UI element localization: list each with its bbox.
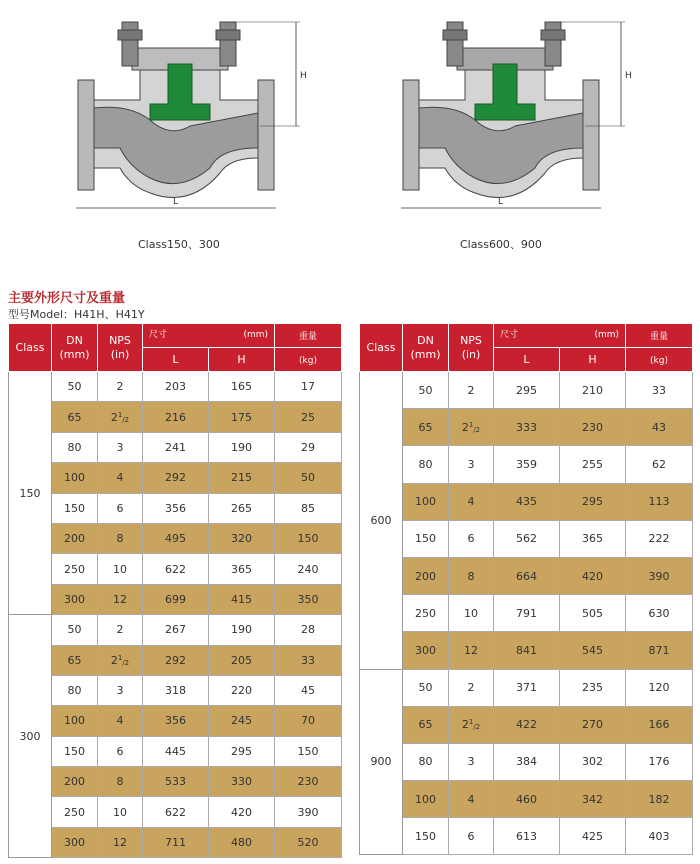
dimension-label-length: L [173, 197, 179, 207]
cell-l: 241 [143, 432, 209, 462]
cell-h: 365 [209, 554, 275, 584]
cell-kg: 230 [275, 767, 342, 797]
cell-dn: 100 [52, 463, 98, 493]
table-row [360, 669, 693, 706]
cell-l: 711 [143, 827, 209, 857]
cell-dn: 100 [403, 781, 449, 818]
header-h-label: H [588, 352, 597, 366]
cell-nps: 3 [98, 432, 143, 462]
cell-dn: 250 [52, 797, 98, 827]
cell-kg: 176 [626, 743, 693, 780]
header-size [143, 324, 275, 348]
cell-nps: 10 [449, 595, 494, 632]
cell-kg: 43 [626, 409, 693, 446]
cell-nps: 10 [98, 554, 143, 584]
cell-h: 330 [209, 767, 275, 797]
nps-whole: 2 [461, 718, 469, 732]
cell-h: 415 [209, 584, 275, 614]
valve-cross-section-svg [70, 8, 320, 218]
table-row [9, 523, 342, 553]
cell-nps: 2 [449, 372, 494, 409]
cell-kg: 17 [275, 372, 342, 402]
cell-dn: 50 [52, 372, 98, 402]
cell-nps: 4 [98, 463, 143, 493]
table-row [9, 372, 342, 402]
valve-drawing-class600-900 [395, 8, 645, 218]
cell-dn: 200 [403, 557, 449, 594]
nps-whole: 2 [461, 420, 469, 434]
cell-h: 220 [209, 675, 275, 705]
cell-l: 613 [494, 818, 560, 855]
cell-h: 190 [209, 432, 275, 462]
left-flange [78, 80, 94, 190]
table-row [9, 493, 342, 523]
cell-kg: 871 [626, 632, 693, 669]
header-class [360, 324, 403, 372]
cell-h: 265 [209, 493, 275, 523]
table-row [9, 432, 342, 462]
header-dn-unit: (mm) [410, 347, 441, 361]
class-cell: 600 [360, 372, 403, 670]
valve-cross-section-svg [395, 8, 645, 218]
cell-kg: 50 [275, 463, 342, 493]
table-row [360, 706, 693, 743]
cell-nps [98, 402, 143, 432]
cell-dn: 300 [52, 827, 98, 857]
nps-whole: 2 [110, 653, 118, 667]
cell-kg: 33 [275, 645, 342, 675]
table-row [9, 706, 342, 736]
cell-kg: 150 [275, 523, 342, 553]
cell-l: 371 [494, 669, 560, 706]
cell-kg: 350 [275, 584, 342, 614]
header-nps [449, 324, 494, 372]
header-h-label: H [237, 352, 246, 366]
right-bolt [545, 22, 561, 66]
right-bolt [220, 22, 236, 66]
cell-l: 495 [143, 523, 209, 553]
cell-dn: 65 [403, 706, 449, 743]
header-nps-label: NPS [460, 334, 482, 348]
header-class-label: Class [366, 340, 396, 354]
cell-dn: 80 [403, 446, 449, 483]
header-nps [98, 324, 143, 372]
table-row [360, 409, 693, 446]
cell-kg: 240 [275, 554, 342, 584]
left-bolt [122, 22, 138, 66]
left-flange [403, 80, 419, 190]
cell-h: 480 [209, 827, 275, 857]
cell-l: 699 [143, 584, 209, 614]
header-l-label: L [523, 352, 530, 366]
nps-fraction-slash: / [473, 723, 476, 732]
dimension-label-length: L [498, 197, 504, 207]
cell-kg: 62 [626, 446, 693, 483]
cell-l: 460 [494, 781, 560, 818]
cell-nps: 2 [98, 615, 143, 645]
cell-h: 270 [560, 706, 626, 743]
dimension-label-height: H [625, 71, 632, 81]
cell-kg: 222 [626, 520, 693, 557]
cell-dn: 50 [403, 669, 449, 706]
header-weight-unit [626, 348, 693, 372]
header-size-label: 尺寸 [149, 330, 168, 341]
cell-l: 359 [494, 446, 560, 483]
table-row [360, 557, 693, 594]
header-nps-unit: (in) [110, 347, 130, 361]
cell-kg: 120 [626, 669, 693, 706]
class-cell: 900 [360, 669, 403, 855]
header-dn-unit: (mm) [59, 347, 90, 361]
cell-kg: 85 [275, 493, 342, 523]
cell-nps: 8 [98, 523, 143, 553]
header-size [494, 324, 626, 348]
table-row [9, 584, 342, 614]
cell-kg: 390 [626, 557, 693, 594]
cell-l: 267 [143, 615, 209, 645]
right-flange [583, 80, 599, 190]
cell-dn: 150 [403, 520, 449, 557]
cell-dn: 250 [403, 595, 449, 632]
header-weight-label: 重量 [650, 331, 669, 342]
cell-kg: 403 [626, 818, 693, 855]
table-row [9, 402, 342, 432]
class-cell: 150 [9, 372, 52, 615]
cell-l: 664 [494, 557, 560, 594]
cell-nps: 2 [449, 669, 494, 706]
cell-h: 175 [209, 402, 275, 432]
cell-nps: 6 [98, 493, 143, 523]
cell-nps: 4 [449, 483, 494, 520]
table-row [9, 463, 342, 493]
section-title: 主要外形尺寸及重量 [8, 291, 126, 306]
table-row [9, 797, 342, 827]
cell-nps: 3 [449, 743, 494, 780]
nps-fraction-slash: / [473, 425, 476, 434]
header-class-label: Class [15, 340, 45, 354]
cell-h: 342 [560, 781, 626, 818]
table-row [360, 743, 693, 780]
cell-nps: 8 [449, 557, 494, 594]
table-row [9, 736, 342, 766]
cell-h: 190 [209, 615, 275, 645]
cell-h: 295 [209, 736, 275, 766]
cell-h: 205 [209, 645, 275, 675]
cell-dn: 100 [52, 706, 98, 736]
header-dn [52, 324, 98, 372]
figure-caption-right: Class600、900 [460, 238, 542, 251]
cell-dn: 300 [403, 632, 449, 669]
header-dn-label: DN [66, 334, 83, 348]
header-nps-label: NPS [109, 334, 131, 348]
cell-kg: 45 [275, 675, 342, 705]
cell-l: 216 [143, 402, 209, 432]
cell-nps: 12 [98, 827, 143, 857]
header-h [560, 348, 626, 372]
cell-h: 230 [560, 409, 626, 446]
valve-figures [0, 0, 700, 270]
cell-l: 292 [143, 645, 209, 675]
cell-dn: 65 [403, 409, 449, 446]
cell-dn: 250 [52, 554, 98, 584]
header-weight [275, 324, 342, 348]
cell-l: 562 [494, 520, 560, 557]
header-weight-unit-label: (kg) [299, 355, 317, 366]
nps-fraction-slash: / [122, 415, 125, 424]
header-weight-unit [275, 348, 342, 372]
header-h [209, 348, 275, 372]
header-dn [403, 324, 449, 372]
cell-dn: 200 [52, 523, 98, 553]
cell-h: 420 [209, 797, 275, 827]
cell-h: 210 [560, 372, 626, 409]
cell-nps [449, 706, 494, 743]
cell-dn: 65 [52, 402, 98, 432]
header-size-label: 尺寸 [500, 330, 519, 341]
cell-kg: 150 [275, 736, 342, 766]
cell-l: 435 [494, 483, 560, 520]
left-nut [443, 30, 467, 40]
cell-l: 333 [494, 409, 560, 446]
spec-table-left [8, 323, 342, 858]
cell-h: 420 [560, 557, 626, 594]
cell-h: 365 [560, 520, 626, 557]
cell-dn: 50 [403, 372, 449, 409]
table-row [360, 595, 693, 632]
header-size-unit: (mm) [594, 330, 620, 341]
cell-nps: 4 [449, 781, 494, 818]
cell-l: 292 [143, 463, 209, 493]
table-row [360, 781, 693, 818]
cell-h: 505 [560, 595, 626, 632]
cell-kg: 182 [626, 781, 693, 818]
cell-l: 295 [494, 372, 560, 409]
cell-nps: 10 [98, 797, 143, 827]
cell-h: 320 [209, 523, 275, 553]
right-flange [258, 80, 274, 190]
table-row [360, 632, 693, 669]
cell-l: 445 [143, 736, 209, 766]
table-row [9, 615, 342, 645]
cell-nps: 6 [449, 520, 494, 557]
right-nut [216, 30, 240, 40]
cell-nps: 12 [98, 584, 143, 614]
cell-l: 384 [494, 743, 560, 780]
cell-l: 622 [143, 554, 209, 584]
cell-h: 425 [560, 818, 626, 855]
cell-h: 295 [560, 483, 626, 520]
cell-kg: 113 [626, 483, 693, 520]
header-class [9, 324, 52, 372]
left-nut [118, 30, 142, 40]
nps-fraction-numerator: 1 [468, 718, 474, 727]
cell-h: 215 [209, 463, 275, 493]
nps-fraction-denominator: 2 [475, 425, 481, 434]
header-nps-unit: (in) [461, 347, 481, 361]
cell-kg: 630 [626, 595, 693, 632]
dimension-label-height: H [300, 71, 307, 81]
cell-l: 422 [494, 706, 560, 743]
cell-dn: 80 [52, 432, 98, 462]
cell-kg: 166 [626, 706, 693, 743]
header-l [143, 348, 209, 372]
table-row [360, 446, 693, 483]
cell-nps [449, 409, 494, 446]
cell-h: 235 [560, 669, 626, 706]
cell-kg: 25 [275, 402, 342, 432]
cell-dn: 150 [403, 818, 449, 855]
cell-l: 203 [143, 372, 209, 402]
cell-dn: 80 [52, 675, 98, 705]
table-row [360, 483, 693, 520]
cell-l: 622 [143, 797, 209, 827]
left-bolt [447, 22, 463, 66]
header-weight [626, 324, 693, 348]
cell-nps: 3 [449, 446, 494, 483]
cell-l: 533 [143, 767, 209, 797]
nps-fraction-numerator: 1 [117, 410, 123, 419]
cell-h: 545 [560, 632, 626, 669]
cell-h: 245 [209, 706, 275, 736]
class-cell: 300 [9, 615, 52, 858]
cell-dn: 300 [52, 584, 98, 614]
table-row [9, 554, 342, 584]
valve-drawing-class150-300 [70, 8, 320, 218]
nps-fraction-denominator: 2 [124, 658, 130, 667]
header-l [494, 348, 560, 372]
cell-kg: 29 [275, 432, 342, 462]
cell-nps: 6 [98, 736, 143, 766]
header-size-unit: (mm) [243, 330, 269, 341]
cell-h: 302 [560, 743, 626, 780]
cell-kg: 520 [275, 827, 342, 857]
cell-l: 356 [143, 706, 209, 736]
nps-fraction-slash: / [122, 658, 125, 667]
table-row [360, 520, 693, 557]
cell-nps: 4 [98, 706, 143, 736]
table-row [9, 645, 342, 675]
cell-kg: 33 [626, 372, 693, 409]
table-row [360, 818, 693, 855]
nps-fraction-numerator: 1 [117, 653, 123, 662]
cell-dn: 150 [52, 493, 98, 523]
table-row [360, 372, 693, 409]
cell-l: 791 [494, 595, 560, 632]
header-dn-label: DN [417, 334, 434, 348]
cell-l: 841 [494, 632, 560, 669]
cell-kg: 28 [275, 615, 342, 645]
cell-l: 356 [143, 493, 209, 523]
cell-nps: 12 [449, 632, 494, 669]
header-weight-label: 重量 [299, 331, 318, 342]
table-row [9, 675, 342, 705]
right-nut [541, 30, 565, 40]
cell-nps: 8 [98, 767, 143, 797]
cell-dn: 100 [403, 483, 449, 520]
nps-fraction-denominator: 2 [124, 415, 130, 424]
cell-nps: 6 [449, 818, 494, 855]
model-line: 型号Model：H41H、H41Y [8, 308, 145, 321]
nps-fraction-numerator: 1 [468, 420, 474, 429]
table-row [9, 827, 342, 857]
cell-h: 255 [560, 446, 626, 483]
nps-whole: 2 [110, 410, 118, 424]
table-row [9, 767, 342, 797]
spec-table-right [359, 323, 693, 855]
cell-kg: 70 [275, 706, 342, 736]
cell-dn: 200 [52, 767, 98, 797]
cell-dn: 50 [52, 615, 98, 645]
nps-fraction-denominator: 2 [475, 723, 481, 732]
cell-dn: 150 [52, 736, 98, 766]
header-l-label: L [172, 352, 179, 366]
cell-dn: 65 [52, 645, 98, 675]
cell-kg: 390 [275, 797, 342, 827]
figure-caption-left: Class150、300 [138, 238, 220, 251]
cell-nps: 2 [98, 372, 143, 402]
cell-nps [98, 645, 143, 675]
cell-nps: 3 [98, 675, 143, 705]
cell-h: 165 [209, 372, 275, 402]
cell-dn: 80 [403, 743, 449, 780]
header-weight-unit-label: (kg) [650, 355, 668, 366]
cell-l: 318 [143, 675, 209, 705]
